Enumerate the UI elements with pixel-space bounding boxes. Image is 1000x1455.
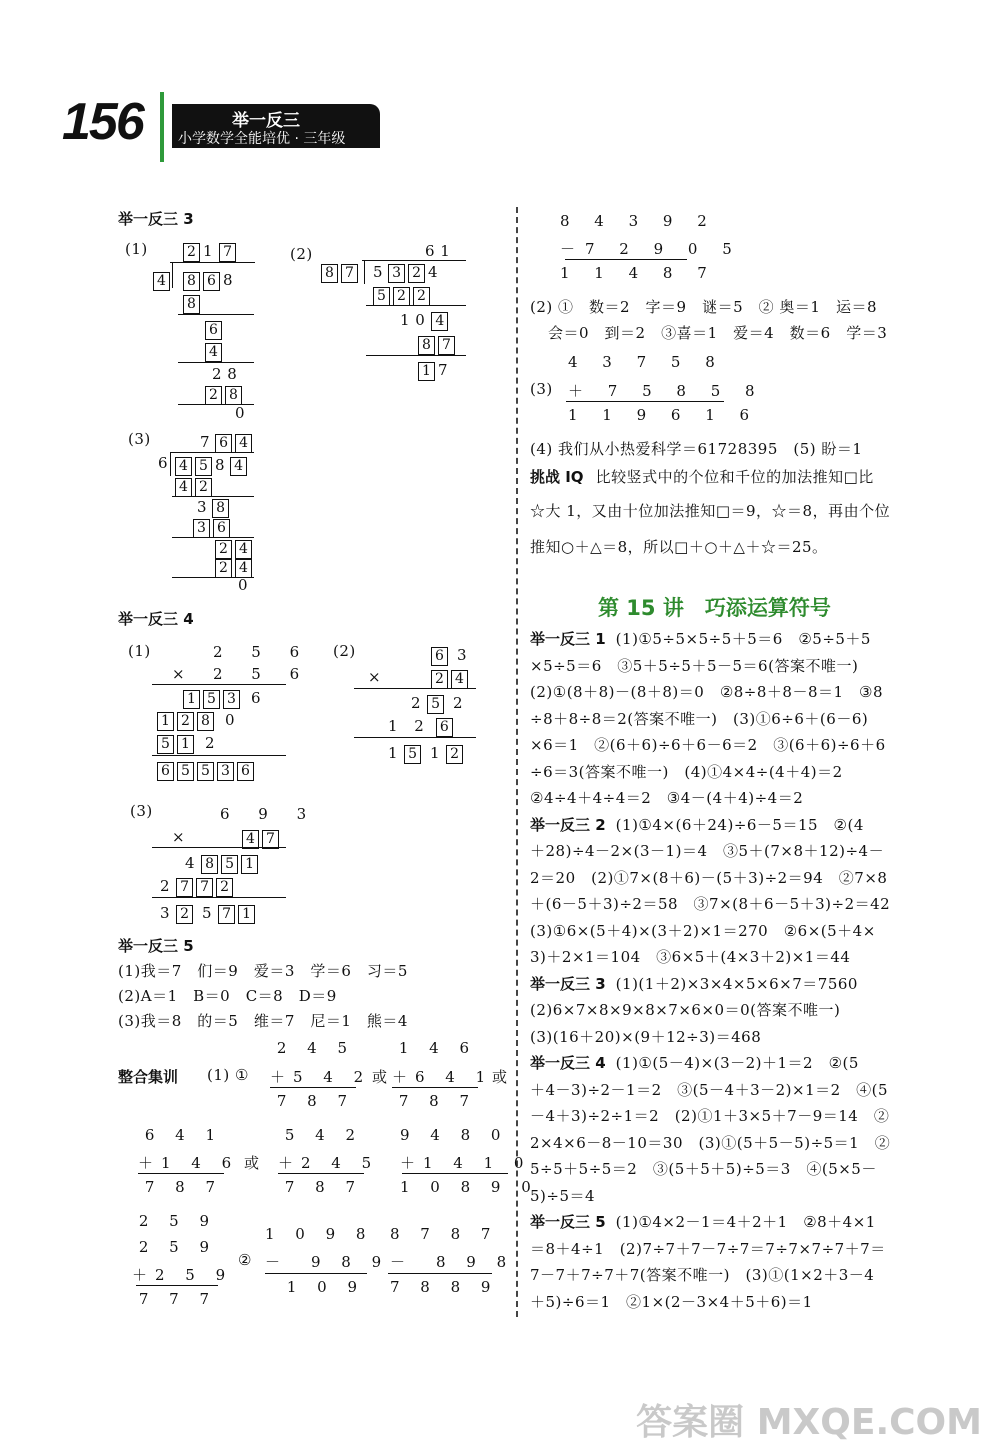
sum-a4-r1: 5 4 2 [284, 1126, 363, 1144]
header-divider [160, 92, 164, 162]
page-number: 156 [62, 93, 143, 151]
times-sign: × [172, 665, 186, 683]
answers-block [530, 626, 930, 1315]
sub-line [388, 1273, 492, 1274]
answer-text: ＝8＋4÷1 (2)7÷7＋7－7÷7＝7÷7×7÷7＋7＝ [530, 1239, 886, 1258]
answer-line: (3)我＝8 的＝5 维＝7 尼＝1 熊＝4 [118, 1012, 408, 1030]
answer-text: (1)①(5－4)×(3－2)＋1＝2 ②(5 [615, 1054, 859, 1072]
answer-row [530, 891, 930, 918]
label-p1: (1) [125, 240, 148, 258]
answer-text: 2＝20 (2)①7×(8＋6)－(5＋3)÷2＝94 ②7×8 [530, 868, 888, 887]
div-bar [170, 262, 255, 263]
sub-line [565, 259, 687, 260]
sum-a1-r1: 2 4 5 [276, 1039, 355, 1057]
step-row: 1 0 4 [400, 310, 451, 331]
sub-a7-r3: 1 0 9 [286, 1278, 365, 1296]
answer-text: (1)①4×2－1＝4＋2＋1 ②8＋4×1 [615, 1213, 876, 1231]
answer-row [530, 838, 930, 865]
times-sign: × [172, 828, 186, 846]
multiplier: 2 5 6 [213, 665, 312, 683]
sum-a1-r2: ＋5 4 2 [270, 1068, 372, 1086]
div-bracket [364, 260, 365, 284]
div-bar [170, 452, 254, 453]
label-p3: (3) [130, 802, 153, 820]
answer-row [530, 653, 930, 680]
answer-row [530, 679, 930, 706]
mult-line [354, 737, 476, 738]
answer-text: 2×4×6－8－10＝30 (3)①(5＋5－5)÷5＝1 ② [530, 1133, 891, 1152]
sum-line [566, 401, 724, 402]
answer-row [530, 1024, 930, 1051]
or-text: 或 [492, 1068, 508, 1086]
or-text: 或 [372, 1068, 388, 1086]
answer-row [530, 997, 930, 1024]
answer-text: (1)①5÷5×5÷5＋5＝6 ②5÷5＋5 [615, 630, 871, 648]
sum-a2-r3: 7 8 7 [398, 1092, 477, 1110]
answer-line: 会＝0 到＝2 ③喜＝1 爱＝4 数＝6 学＝3 [548, 324, 888, 342]
answer-text: 3)＋2×1＝104 ③6×5＋(4×3＋2)×1＝44 [530, 948, 851, 966]
label-p3: (3) [128, 430, 151, 448]
answer-text: ×5÷5＝6 ③5＋5÷5＋5－5＝6(答案不唯一) [530, 656, 859, 675]
label-p2: (2) [290, 245, 313, 263]
exercise-label: 举一反三 4 [530, 1054, 606, 1072]
exercise-label: 举一反三 1 [530, 630, 606, 648]
step-box: 8 [183, 293, 203, 314]
answer-row [530, 785, 930, 812]
sub-a8-r3: 7 8 8 9 [390, 1278, 499, 1296]
multiplier: 2 4 [431, 668, 471, 689]
sum-a5-r1: 9 4 8 0 [400, 1126, 509, 1144]
answer-text: 7－7＋7÷7＋7(答案不唯一) (3)①(1×2＋3－4 [530, 1266, 875, 1284]
step-box: 6 [205, 319, 225, 340]
answer-text: 5÷5＋5÷5＝2 ③(5＋5＋5)÷5＝3 ④(5×5－ [530, 1160, 877, 1178]
sum-line [136, 1285, 218, 1286]
multiplicand: 6 9 3 [220, 805, 319, 823]
sub-a7-r1: 1 0 9 8 [265, 1225, 374, 1243]
sub-a8-r2: － 8 9 8 [390, 1253, 515, 1271]
series-title: 举一反三 [232, 111, 300, 131]
times-sign: × [368, 668, 382, 686]
step-line [178, 314, 254, 315]
quotient-boxes: 2 1 7 [183, 241, 239, 262]
dividend: 4 5 8 4 [175, 455, 250, 476]
lecture-title: 第 15 讲 巧添运算符号 [598, 596, 831, 620]
sum-a5-r3: 1 0 8 9 0 [400, 1178, 539, 1196]
sub1-r1: 8 4 3 9 2 [560, 212, 717, 230]
sum-line [270, 1087, 356, 1088]
step-line [178, 362, 254, 363]
answer-row [530, 1130, 930, 1157]
step-boxes: 8 7 [418, 334, 458, 355]
divisor: 6 [158, 454, 169, 472]
answer-text: ＋28)÷4－2×(3－1)＝4 ③5＋(7×8＋12)÷4－ [530, 842, 885, 860]
column-divider [516, 207, 518, 1317]
answer-text: (3)(16＋20)×(9＋12÷3)＝468 [530, 1027, 762, 1046]
multiplicand: 2 5 6 [213, 643, 312, 661]
answer-row [530, 1050, 930, 1077]
multiplier: 4 7 [242, 828, 282, 849]
answer-text: ＋4－3)÷2－1＝2 ③(5－4＋3－2)×1＝2 ④(5 [530, 1080, 889, 1099]
mult-line [152, 684, 286, 685]
add3-r3: 1 1 9 6 1 6 [568, 406, 760, 424]
label-p2: (2) [333, 642, 356, 660]
partial-row: 1 2 8 0 [157, 710, 235, 731]
step-boxes: 3 6 [193, 517, 233, 538]
label-p1: (1) [128, 642, 151, 660]
answer-text: ②4÷4＋4÷4＝2 ③4－(4＋4)÷4＝2 [530, 789, 804, 807]
answer-row [530, 944, 930, 971]
section-title-s3: 举一反三 3 [118, 210, 194, 228]
answer-row [530, 812, 930, 839]
answer-text: ÷6＝3(答案不唯一) (4)①4×4÷(4＋4)＝2 [530, 762, 843, 781]
sum-a4-r3: 7 8 7 [284, 1178, 363, 1196]
answer-text: －4＋3)÷2÷1＝2 (2)①1＋3×5＋7－9＝14 ② [530, 1107, 890, 1125]
answer-text: (1)(1＋2)×3×4×5×6×7＝7560 [615, 974, 858, 993]
step-line [366, 355, 466, 356]
partial-row: 2 7 7 2 [160, 876, 236, 897]
exercise-label: 举一反三 2 [530, 815, 606, 834]
answer-line: (4) 我们从小热爱科学＝61728395 (5) 盼＝1 [530, 440, 863, 458]
add3-r2: ＋ 7 5 8 5 8 [568, 382, 765, 400]
answer-row [530, 1236, 930, 1263]
book-banner [172, 104, 380, 148]
answer-text: (3)①6×(5＋4)×(3＋2)×1＝270 ②6×(5＋4× [530, 921, 876, 940]
sum-line [402, 1173, 508, 1174]
partial-row: 5 1 2 [157, 733, 215, 754]
sum-a3-r2: ＋1 4 6 [138, 1154, 240, 1172]
step-boxes: 4 2 [175, 476, 215, 497]
mult-line [152, 847, 286, 848]
answer-row [530, 1183, 930, 1210]
quotient: 7 6 4 [200, 432, 255, 453]
div-bracket [172, 262, 173, 288]
answer-text: ＋(6－5＋3)÷2＝58 ③7×(8＋6－5＋3)÷2＝42 [530, 895, 891, 913]
challenge-line: 挑战 IQ 比较竖式中的个位和千位的加法推知□比 [530, 468, 874, 486]
challenge-line: ☆大 1，又由十位加法推知□＝9，☆＝8，再由个位 [530, 502, 891, 520]
add3-r1: 4 3 7 5 8 [568, 353, 725, 371]
sub-a8-r1: 8 7 8 7 [390, 1225, 499, 1243]
answer-row [530, 626, 930, 653]
step-boxes: 2 4 [215, 538, 255, 559]
product-row: 1 5 1 2 [388, 743, 466, 764]
mult-line [152, 755, 286, 756]
answer-text: (2)6×7×8×9×8×7×6×0＝0(答案不唯一) [530, 1001, 841, 1019]
answer-text: ＋5)÷6＝1 ②1×(2－3×4＋5＋6)＝1 [530, 1292, 813, 1311]
partial-row: 2 5 2 [411, 694, 464, 712]
answer-row [530, 759, 930, 786]
sum-a4-r2: ＋2 4 5 [278, 1154, 380, 1172]
watermark: 答案圈 MXQE.COM [636, 1402, 982, 1443]
remainder: 0 [238, 576, 249, 594]
answer-row [530, 706, 930, 733]
product-row: 6 5 5 3 6 [157, 760, 257, 781]
dividend: 5 3 2 4 [373, 263, 439, 281]
step-box: 4 [205, 341, 225, 362]
sum-a3-r3: 7 8 7 [144, 1178, 223, 1196]
partial-row: 4 8 5 1 [185, 853, 261, 874]
sub-a7-r2: － 9 8 9 [265, 1253, 390, 1271]
div-bar [362, 260, 466, 261]
dividend: 8 6 8 [183, 270, 233, 291]
answer-row [530, 971, 930, 998]
answer-row [530, 1289, 930, 1316]
remainder: 0 [235, 404, 246, 422]
mult-line [354, 688, 476, 689]
label-p3: (3) [530, 380, 553, 398]
answer-row [530, 732, 930, 759]
sub1-r2: －7 2 9 0 5 [560, 240, 742, 258]
step-boxes: 5 2 2 [373, 285, 433, 306]
answer-row [530, 1077, 930, 1104]
sum-line [138, 1173, 224, 1174]
div-bracket [170, 452, 171, 476]
step-box: 2 8 [205, 384, 245, 405]
section-title-s5: 举一反三 5 [118, 937, 194, 955]
step-row: 3 8 [197, 497, 232, 518]
answer-line: (1)我＝7 们＝9 爱＝3 学＝6 习＝5 [118, 962, 408, 980]
exercise-label: 举一反三 3 [530, 974, 606, 993]
partial-row: 1 2 6 [388, 716, 456, 737]
section-title-zh: 整合集训 [118, 1068, 179, 1086]
answer-row [530, 865, 930, 892]
remainder: 1 7 [418, 360, 448, 381]
sum-a2-r2: ＋6 4 1 [392, 1068, 494, 1086]
sum-a2-r1: 1 4 6 [398, 1039, 477, 1057]
answer-row [530, 1262, 930, 1289]
answer-line: (2) ① 数＝2 字＝9 谜＝5 ② 奥＝1 运＝8 [530, 298, 878, 316]
answer-text: (1)①4×(6＋24)÷6－5＝15 ②(4 [615, 815, 864, 834]
challenge-line: 推知○＋△＝8，所以□＋○＋△＋☆＝25。 [530, 538, 828, 556]
sum-a6-r3: ＋2 5 9 [132, 1266, 234, 1284]
answer-row [530, 918, 930, 945]
sum-a3-r1: 6 4 1 [144, 1126, 223, 1144]
sub-line [265, 1273, 367, 1274]
partial-row: 1 5 3 6 [183, 688, 261, 709]
exercise-label: 举一反三 5 [530, 1213, 606, 1231]
step-line [366, 305, 466, 306]
sum-a5-r2: ＋1 4 1 0 [400, 1154, 532, 1172]
sum-a6-r1: 2 5 9 [138, 1212, 217, 1230]
step-text: 2 8 [212, 365, 238, 383]
book-subtitle: 小学数学全能培优 · 三年级 [178, 131, 346, 147]
answer-text: ×6＝1 ②(6＋6)÷6＋6－6＝2 ③(6＋6)÷6＋6 [530, 736, 886, 754]
answer-text: (2)①(8＋8)－(8＋8)＝0 ②8÷8＋8－8＝1 ③8 [530, 683, 884, 701]
label-p2: ② [238, 1251, 252, 1269]
answer-row [530, 1103, 930, 1130]
section-title-s4: 举一反三 4 [118, 610, 194, 628]
step-boxes: 2 4 [215, 557, 255, 578]
mult-line [152, 897, 286, 898]
challenge-label: 挑战 IQ [530, 468, 584, 486]
product-row: 3 2 5 7 1 [160, 903, 258, 924]
quotient: 6 1 [425, 242, 451, 260]
sub1-r3: 1 1 4 8 7 [560, 264, 717, 282]
sum-line [392, 1087, 478, 1088]
multiplicand: 6 3 [431, 645, 467, 666]
sum-a6-r2: 2 5 9 [138, 1238, 217, 1256]
sum-line [278, 1173, 364, 1174]
divisor-boxes: 8 7 [321, 262, 361, 283]
sum-a1-r3: 7 8 7 [276, 1092, 355, 1110]
answer-line: (2)A＝1 B＝0 C＝8 D＝9 [118, 987, 337, 1005]
divisor-box: 4 [153, 270, 173, 291]
answer-text: ÷8＋8÷8＝2(答案不唯一) (3)①6÷6＋(6－6) [530, 709, 869, 728]
sum-a6-r4: 7 7 7 [138, 1290, 217, 1308]
answer-row [530, 1156, 930, 1183]
label-p1: (1) ① [207, 1066, 249, 1084]
answer-text: 5)÷5＝4 [530, 1186, 596, 1205]
answer-row [530, 1209, 930, 1236]
or-text: 或 [244, 1154, 260, 1172]
